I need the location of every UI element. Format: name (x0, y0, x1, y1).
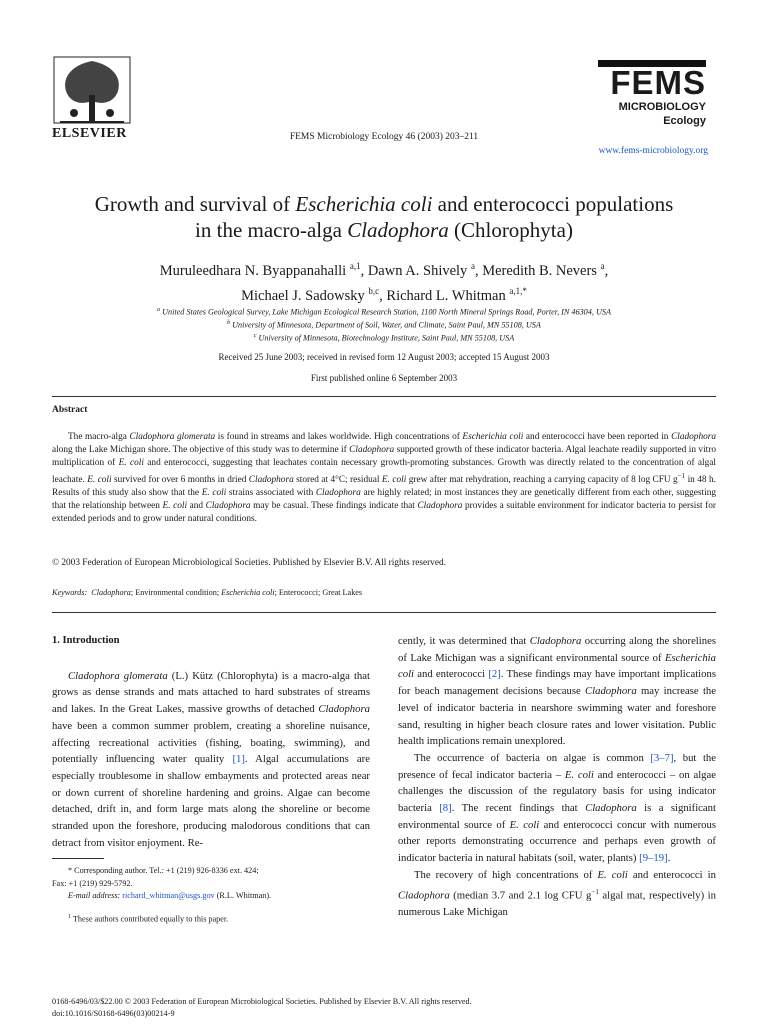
abstract-text: provides a suitable environment for indicator bacteria to persist for extended periods and to grow under natural conditions. (52, 501, 716, 525)
abstract-text: supported growth of these indicator bacteria. Algal leachate readily supported in vitro multiplication of (52, 445, 716, 468)
issn-line: 0168-6496/03/$22.00 © 2003 Federation of European Microbiological Societies. Published by Elsevier B.V. All rights reserved. (52, 997, 472, 1006)
author-name: Meredith B. Nevers (482, 262, 597, 279)
body-text: The occurrence of bacteria on algae is common (414, 751, 651, 764)
abstract-text: The macro-alga (68, 432, 130, 442)
email-link[interactable]: richard_whitman@usgs.gov (122, 891, 215, 900)
paragraph (398, 633, 716, 750)
footnote-corresponding (52, 865, 370, 878)
article-title (40, 191, 728, 243)
affil-mark: b (227, 320, 231, 326)
affil-text: University of Minnesota, Department of Soil, Water, and Climate, Saint Paul, MN 55108, USA (232, 320, 541, 330)
author-affil-mark: a (600, 261, 605, 271)
fems-logo-text: FEMS (610, 64, 706, 101)
affiliation-c (40, 333, 728, 343)
body-italic: Cladophora (398, 889, 450, 902)
journal-url-link[interactable]: www.fems-microbiology.org (598, 146, 708, 156)
citation-link[interactable]: [1] (232, 753, 245, 766)
abstract-sup: −1 (677, 472, 686, 480)
body-text: , but the presence of fecal indicator bacteria – (398, 751, 716, 781)
keyword-text: ; Environmental condition; (130, 588, 222, 597)
footnote-rule (52, 858, 104, 859)
footnotes (52, 865, 370, 926)
abstract-italic: E. coli (118, 458, 144, 468)
abstract-text: survived for over 6 months in dried (111, 475, 249, 486)
body-text: have been a common summer problem, creating a shoreline nuisance, affecting recreational activities (fishing, boating, swimming), and potentially influencing water quality (52, 719, 370, 766)
title-text: (Chlorophyta) (448, 218, 573, 242)
abstract-italic: Cladophora (248, 475, 294, 486)
body-text: (L.) Kütz (Chlorophyta) is a macro-alga that grows as dense strands and mats attached to hard substrates of streams and lakes. In the Great Lakes, massive growths of detached (52, 669, 370, 716)
body-italic: Cladophora glomerata (68, 669, 168, 682)
abstract-text: are highly related; in most instances they are genetically different from each other, suggesting that the relationship between (52, 488, 716, 512)
body-text: The recovery of high concentrations of (414, 868, 598, 881)
footnote-text: These authors contributed equally to this paper. (72, 914, 229, 924)
body-text: and enterococci – on algae challenges the discussion of the regulatory basis for using indicator bacteria (398, 768, 716, 815)
keyword-italic: Cladophora (91, 588, 131, 597)
citation-link[interactable]: [9–19] (639, 852, 668, 865)
abstract-italic: E. coli (381, 475, 407, 486)
journal-citation: FEMS Microbiology Ecology 46 (2003) 203–211 (289, 132, 479, 142)
body-italic: Cladophora (585, 802, 637, 815)
citation-link[interactable]: [3–7] (650, 751, 674, 764)
title-italic: Cladophora (347, 218, 449, 242)
abstract-text: and enterococci have been reported in (523, 432, 672, 442)
abstract-italic: Cladophora (315, 488, 361, 499)
body-text: (median 3.7 and 2.1 log CFU g (449, 889, 592, 902)
body-text: and enterococci in (627, 868, 716, 881)
footnote-text: Corresponding author. Tel.: +1 (219) 926-8336 ext. 424; (74, 866, 259, 875)
abstract-italic: Cladophora glomerata (129, 432, 216, 442)
section-heading: 1. Introduction (52, 635, 120, 646)
body-text: . Algal accumulations are especially troublesome in shallow embayments and protected areas near or down current of shoreline hardening and groins. Algae can become detached, drift in, and form large mats along the shoreline or become stranded upon the foreshore, producing malodorous conditions that can detract from visitor enjoyment. Re- (52, 753, 370, 849)
title-text: Growth and survival of (94, 192, 296, 216)
footnote-mark: 1 (68, 913, 71, 920)
author-affil-mark: a,1 (349, 261, 361, 271)
fems-logo-ecology: Ecology (663, 115, 706, 127)
body-text: . These findings may have important implications for beach management decisions because (398, 668, 717, 698)
title-italic: Escherichia coli (295, 192, 433, 216)
body-italic: E. coli (509, 818, 540, 831)
paragraph (398, 867, 716, 921)
body-text: occurring along the shorelines of Lake Michigan was a significant environmental source of (398, 635, 716, 664)
body-left-column (52, 633, 370, 851)
body-text: may increase the level of indicator bacteria in nearshore swimming water and foreshore sand, resulting in higher beach closure rates and lower visitation. Public health implications remain unexplored. (398, 685, 717, 748)
body-text: algal mat, respectively) in numerous Lake Michigan (398, 889, 716, 918)
title-text: in the macro-alga (195, 218, 348, 242)
body-italic: Cladophora (318, 703, 370, 716)
keywords-line (52, 588, 362, 597)
body-text: and enterococci concur with numerous other reports demonstrating occurrence and perhaps even growth of indicator bacteria in natural habitats (soil, water, plants) (398, 818, 717, 865)
author-name: Muruleedhara N. Byappanahalli (159, 262, 347, 279)
abstract-italic: Escherichia coli (462, 432, 524, 442)
email-label: E-mail address: (68, 891, 121, 900)
received-dates: Received 25 June 2003; received in revised form 12 August 2003; accepted 15 August 2003 (218, 352, 550, 362)
body-italic: Cladophora (529, 635, 582, 647)
publication-info (52, 996, 716, 1020)
body-italic: Escherichia coli (398, 651, 716, 681)
abstract-italic: Cladophora (417, 501, 463, 512)
body-right-column (398, 633, 716, 921)
divider (52, 612, 716, 613)
footnote-email (52, 890, 370, 903)
abstract-italic: Cladophora (671, 432, 717, 442)
footnote-equal (52, 911, 370, 926)
abstract-heading: Abstract (52, 405, 88, 415)
footnote-text: (R.L. Whitman). (216, 891, 272, 900)
keywords-label: Keywords: (52, 588, 88, 597)
abstract-italic: Cladophora (205, 501, 251, 512)
body-text: . The recent findings that (451, 802, 586, 815)
author-affil-mark: a,1,* (509, 285, 527, 296)
abstract-italic: E. coli (87, 475, 112, 486)
keyword-text: ; Enterococci; Great Lakes (274, 588, 363, 597)
affiliation-b (40, 320, 728, 330)
divider (52, 396, 716, 397)
paragraph (398, 750, 716, 867)
body-italic: E. coli (564, 768, 594, 781)
body-text: and enterococci (414, 668, 489, 681)
abstract-italic: Cladophora (349, 445, 395, 455)
abstract-copyright: © 2003 Federation of European Microbiological Societies. Published by Elsevier B.V. All rights reserved. (52, 558, 446, 568)
affil-mark: a (157, 307, 161, 313)
footnote-text: Fax: +1 (219) 929-5792. (52, 878, 133, 888)
paragraph (52, 668, 370, 852)
affil-text: United States Geological Survey, Lake Michigan Ecological Research Station, 1100 North Mineral Springs Road, Porter, IN 46304, USA (162, 307, 611, 317)
body-italic: E. coli (597, 868, 628, 881)
affiliation-a (40, 307, 728, 317)
publisher-name: ELSEVIER (52, 126, 127, 141)
abstract-text: strains associated with (226, 488, 316, 499)
abstract-body (52, 431, 716, 526)
abstract-text: and (187, 501, 206, 512)
affil-text: University of Minnesota, Biotechnology Institute, Saint Paul, MN 55108, USA (258, 333, 515, 343)
abstract-text: is found in streams and lakes worldwide. High concentrations of (215, 432, 463, 442)
author-affil-mark: b,c (368, 285, 380, 296)
author-name: Dawn A. Shively (367, 262, 468, 279)
abstract-text: along the Lake Michigan shore. The objective of this study was to determine if (52, 445, 350, 455)
body-text: is a significant environmental source of (398, 802, 716, 831)
author-name: Michael J. Sadowsky (241, 287, 365, 304)
footnote-mark: * (68, 866, 73, 875)
author-list: Muruleedhara N. Byappanahalli $^{a,1}$, Dawn A. Shively $^a$, Meredith B. Nevers $^a$, Michael J. Sadowsky $^{b,c}$, Richard L. Whitman $^{a,1,*}$ (159, 261, 609, 304)
citation-link[interactable]: [8] (439, 802, 452, 815)
body-text: . (667, 852, 671, 865)
body-sup: −1 (591, 887, 599, 896)
abstract-text: stored at 4°C; residual (293, 475, 382, 486)
abstract-italic: E. coli (162, 501, 188, 512)
published-date: First published online 6 September 2003 (310, 373, 458, 383)
abstract-text: may be casual. These findings indicate that (250, 501, 418, 512)
abstract-text: and enterococci, suggesting that leachates contain necessary growth-promoting substances. Growth was directly related to the concentration of algal leachate. (52, 458, 716, 486)
body-text: cently, it was determined that (398, 635, 530, 647)
abstract-italic: E. coli (201, 488, 227, 499)
abstract-text: grew after mat rehydration, reaching a carrying capacity of 8 log CFU g (406, 475, 678, 486)
doi-line: doi:10.1016/S0168-6496(03)00214-9 (52, 1009, 175, 1018)
fems-logo-subtitle: MICROBIOLOGY (618, 101, 706, 113)
author-affil-mark: a (470, 261, 475, 271)
keyword-italic: Escherichia coli (221, 588, 275, 597)
abstract-text: in 48 h. Results of this study also show that the (52, 475, 716, 499)
author-name: Richard L. Whitman (386, 287, 506, 304)
title-text: and enterococci populations (432, 192, 674, 216)
citation-link[interactable]: [2] (488, 668, 501, 681)
affil-mark: c (253, 333, 257, 339)
body-italic: Cladophora (585, 685, 637, 698)
